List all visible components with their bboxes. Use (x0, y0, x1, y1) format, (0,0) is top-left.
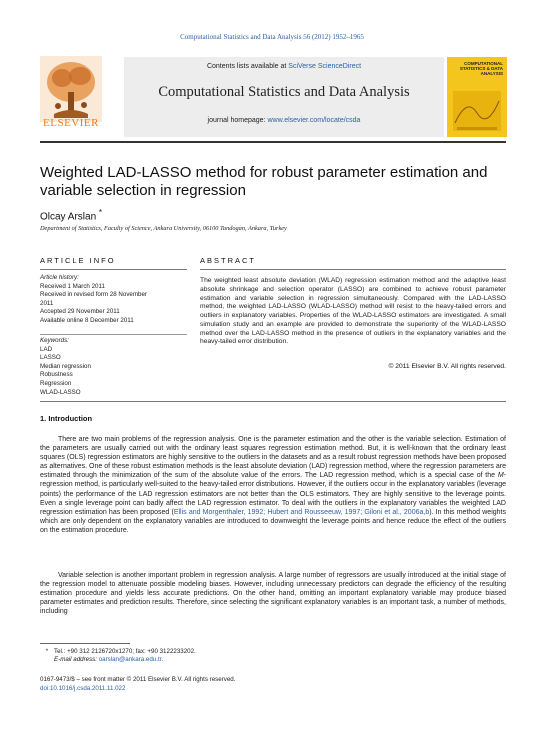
intro-text: ). In this method weights which are only dependent on the explanatory variables are introduced to downweight the leverage points and hence reduce the effect of the outliers on the estimation procedure. (40, 508, 506, 534)
footnote-tel: Tel.: +90 312 2126720x1270; fax: +90 3122233202. (54, 648, 196, 655)
homepage-link[interactable]: www.elsevier.com/locate/csda (267, 117, 361, 124)
history-line: 2011 (40, 299, 54, 307)
intro-m: M (497, 472, 504, 480)
homepage-line (124, 117, 444, 124)
intro-text: -regression method, is particularly well-suited to the heavy-tailed error distributions. However, if the outliers occur in the explanatory variables (leverage points) the performance of the LAD regression estimators are not better than the OLS estimators. They are highly sensitive to the leverage points. Even a single leverage point can badly affect the LAD regression estimator. To deal with the outliers in the explanatory variables the weighted LAD regression estimation has been proposed ( (40, 472, 506, 516)
footnote-mark: * (45, 648, 49, 655)
abstract-heading: ABSTRACT (200, 256, 257, 265)
elsevier-tree-logo-icon (40, 56, 102, 122)
email-end: . (161, 656, 164, 664)
keyword-item: LASSO (40, 354, 61, 362)
article-title: Weighted LAD-LASSO method for robust parameter estimation and variable selection in regression (40, 164, 488, 199)
abstract-text: The weighted least absolute deviation (WLAD) regression estimation method and the adaptive least absolute shrinkage and selection operator (LASSO) are combined to achieve robust parameter estimation and variable selection in regression simultaneously. Compared with the LAD-LASSO method, the weighted LAD-LASSO (WLAD-LASSO) method will resist to the heavy-tailed errors and outliers in explanatory variables. Properties of the WLAD-LASSO estimators are investigated. A small simulation study and an example are provided to demonstrate the superiority of the WLAD-LASSO method over the LAD-LASSO method in the presence of outliers in the explanatory variables and the heavy-tailed error distribution. (200, 277, 506, 346)
keyword-item: WLAD-LASSO (40, 388, 81, 396)
abstract-copyright: © 2011 Elsevier B.V. All rights reserved. (388, 363, 506, 370)
footnote-rule (40, 643, 130, 644)
abstract-rule (200, 269, 506, 270)
keyword-item: Median regression (40, 362, 91, 370)
history-line: Accepted 29 November 2011 (40, 308, 120, 316)
keyword-item: LAD (40, 345, 53, 353)
intro-text: There are two main problems of the regression analysis. One is the parameter estimation and the other is the variable selection. Estimation of the parameters are usually carried out with the ordinary least squares regression estimation method. But, it is well-known that the ordinary least squares (OLS) regression estimators are highly sensitive to the outliers in the datasets and as a result robust regression methods have been proposed as alternatives. One of these robust estimation methods is the least absolute deviation (LAD) regression method, where the regression parameters are estimated through the minimization of the sum of the absolute value of the errors. The LAD regression method, which is a special case of the (40, 436, 506, 480)
email-link[interactable]: oarslan@ankara.edu.tr (98, 656, 162, 664)
introduction-paragraph-1 (40, 435, 506, 535)
history-line: Received in revised form 28 November (40, 291, 147, 299)
keywords-label: Keywords: (40, 337, 69, 344)
section-rule (40, 401, 506, 402)
contents-line (124, 63, 444, 70)
history-line: Available online 8 December 2011 (40, 316, 134, 324)
contents-prefix: Contents lists available at (206, 63, 289, 70)
homepage-prefix: journal homepage: (207, 117, 268, 124)
introduction-paragraph-2 (40, 571, 506, 616)
author-name: Olcay Arslan (40, 211, 97, 223)
author-footnote-mark[interactable]: * (98, 208, 103, 217)
doi-link[interactable]: doi:10.1016/j.csda.2011.11.022 (40, 685, 126, 692)
publisher-name: ELSEVIER (43, 117, 99, 129)
affiliation: Department of Statistics, Faculty of Science, Ankara University, 06100 Tandogan, Ankara, Turkey (40, 225, 287, 232)
article-history (40, 274, 190, 326)
keywords-block (40, 337, 190, 397)
article-info-heading: ARTICLE INFO (40, 256, 116, 265)
info-mid-rule (40, 334, 187, 335)
introduction-heading: 1. Introduction (40, 414, 93, 423)
intro-text: Variable selection is another important problem in regression analysis. A large number of regressors are usually introduced at the initial stage of the regression model to attenuate possible modeling biases. However, including unnecessary predictors can degrade the efficiency of the resulting estimation procedure and yields less accurate predictions. On the other hand, omitting an important explanatory variable may produce biased parameter estimates and prediction results. Therefore, since selecting the significant explanatory variables is an important task, a number of methods, including (40, 572, 506, 616)
cover-title: COMPUTATIONAL STATISTICS & DATA ANALYSIS (459, 61, 503, 76)
keyword-item: Regression (40, 379, 72, 387)
email-label: E-mail address: (54, 656, 99, 664)
header-rule (40, 141, 506, 143)
history-line: Received 1 March 2011 (40, 282, 105, 290)
journal-cover-thumbnail-icon[interactable] (447, 57, 507, 137)
issn-line: 0167-9473/$ – see front matter © 2011 Elsevier B.V. All rights reserved. (40, 676, 236, 683)
journal-reference[interactable]: Computational Statistics and Data Analysis 56 (2012) 1952–1965 (180, 33, 364, 41)
info-rule (40, 269, 187, 270)
cover-graphic (447, 87, 507, 137)
footnote (40, 648, 196, 665)
journal-title: Computational Statistics and Data Analysis (158, 84, 410, 100)
keyword-item: Robustness (40, 371, 73, 379)
sciencedirect-link[interactable]: SciVerse ScienceDirect (288, 63, 362, 70)
history-label: Article history: (40, 274, 79, 281)
citation-link[interactable]: Ellis and Morgenthaler, 1992; Hubert and Rousseeuw, 1997; Giloni et al., 2006a,b (173, 508, 430, 516)
author-line (40, 208, 102, 222)
